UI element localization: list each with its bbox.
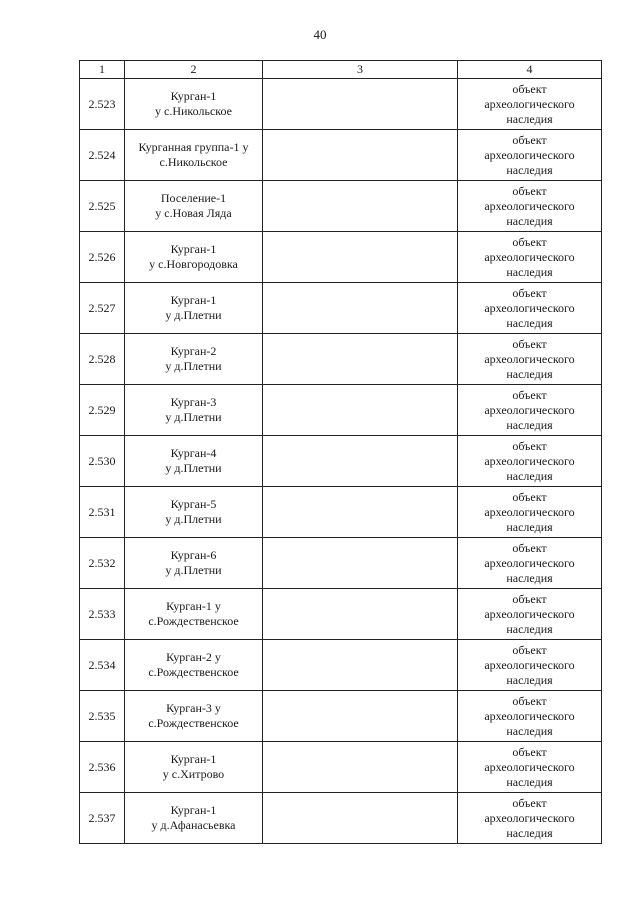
object-name-line: у с.Хитрово [162, 767, 225, 781]
category-line: объект [512, 591, 547, 606]
object-name-line: с.Рождественское [148, 614, 239, 628]
object-name-line: Курган-5 [170, 497, 217, 511]
category-cell [458, 589, 602, 640]
category-line: археологического [484, 402, 575, 417]
category-line: наследия [506, 213, 553, 228]
category-line: археологического [484, 504, 575, 519]
object-name-line: с.Рождественское [148, 716, 239, 730]
column-3-cell [263, 232, 458, 283]
table-body [80, 79, 602, 844]
category-line: наследия [506, 315, 553, 330]
row-number: 2.526 [80, 232, 125, 283]
object-name-line: у д.Плетни [165, 563, 222, 577]
table-row [80, 334, 602, 385]
row-number: 2.523 [80, 79, 125, 130]
category-cell [458, 538, 602, 589]
table-row [80, 589, 602, 640]
object-name-cell [125, 130, 263, 181]
row-number: 2.527 [80, 283, 125, 334]
table-row [80, 283, 602, 334]
object-name-cell [125, 487, 263, 538]
category-line: объект [512, 132, 547, 147]
object-name-line: у д.Плетни [165, 359, 222, 373]
category-line: объект [512, 795, 547, 810]
category-line: объект [512, 642, 547, 657]
object-name-cell [125, 691, 263, 742]
object-name-cell [125, 385, 263, 436]
category-line: наследия [506, 774, 553, 789]
object-name-line: Курган-1 [170, 752, 217, 766]
object-name-cell [125, 640, 263, 691]
column-3-cell [263, 640, 458, 691]
object-name-cell [125, 334, 263, 385]
table-row [80, 487, 602, 538]
object-name-line: Курган-2 [170, 344, 217, 358]
object-name-line: Курган-3 у [166, 701, 221, 715]
category-line: археологического [484, 453, 575, 468]
category-cell [458, 334, 602, 385]
column-3-cell [263, 436, 458, 487]
category-line: наследия [506, 519, 553, 534]
row-number: 2.524 [80, 130, 125, 181]
category-line: объект [512, 234, 547, 249]
column-header-2: 2 [125, 61, 263, 79]
category-cell [458, 283, 602, 334]
row-number: 2.528 [80, 334, 125, 385]
column-header-1: 1 [80, 61, 125, 79]
column-3-cell [263, 487, 458, 538]
object-name-cell [125, 181, 263, 232]
table-row [80, 436, 602, 487]
category-line: археологического [484, 96, 575, 111]
category-cell [458, 130, 602, 181]
table-row [80, 691, 602, 742]
category-line: наследия [506, 417, 553, 432]
object-name-cell [125, 589, 263, 640]
category-line: объект [512, 81, 547, 96]
table-row [80, 538, 602, 589]
category-line: наследия [506, 162, 553, 177]
object-name-line: у д.Плетни [165, 308, 222, 322]
row-number: 2.532 [80, 538, 125, 589]
category-line: объект [512, 438, 547, 453]
column-3-cell [263, 130, 458, 181]
object-name-line: у д.Плетни [165, 512, 222, 526]
category-line: объект [512, 183, 547, 198]
object-name-line: Курган-1 [170, 803, 217, 817]
row-number: 2.525 [80, 181, 125, 232]
table-row [80, 79, 602, 130]
table-row [80, 793, 602, 844]
category-line: наследия [506, 468, 553, 483]
object-name-cell [125, 79, 263, 130]
category-line: объект [512, 285, 547, 300]
row-number: 2.531 [80, 487, 125, 538]
row-number: 2.535 [80, 691, 125, 742]
column-header-3: 3 [263, 61, 458, 79]
object-name-line: у д.Плетни [165, 461, 222, 475]
object-name-line: у с.Новгородовка [149, 257, 238, 271]
category-cell [458, 181, 602, 232]
page-number: 40 [313, 27, 327, 42]
column-3-cell [263, 742, 458, 793]
column-3-cell [263, 385, 458, 436]
object-name-cell [125, 283, 263, 334]
table-row [80, 232, 602, 283]
category-cell [458, 385, 602, 436]
row-number: 2.529 [80, 385, 125, 436]
object-name-line: у д.Плетни [165, 410, 222, 424]
category-cell [458, 232, 602, 283]
table-header [80, 61, 602, 79]
table-row [80, 385, 602, 436]
table-row [80, 640, 602, 691]
category-line: археологического [484, 249, 575, 264]
category-line: археологического [484, 606, 575, 621]
category-line: наследия [506, 621, 553, 636]
category-line: объект [512, 744, 547, 759]
object-name-line: Поселение-1 [160, 191, 227, 205]
object-name-line: Курган-1 у [166, 599, 221, 613]
category-line: археологического [484, 351, 575, 366]
category-line: археологического [484, 300, 575, 315]
column-header-4: 4 [458, 61, 602, 79]
object-name-line: у д.Афанасьевка [151, 818, 236, 832]
category-cell [458, 691, 602, 742]
category-line: объект [512, 387, 547, 402]
column-3-cell [263, 691, 458, 742]
category-line: объект [512, 540, 547, 555]
category-cell [458, 436, 602, 487]
object-name-line: у с.Новая Ляда [155, 206, 232, 220]
table-row [80, 130, 602, 181]
object-name-line: Курган-1 [170, 293, 217, 307]
category-line: наследия [506, 111, 553, 126]
object-name-line: Курганная группа-1 у [138, 140, 249, 154]
category-line: объект [512, 489, 547, 504]
category-cell [458, 79, 602, 130]
category-line: археологического [484, 708, 575, 723]
column-3-cell [263, 793, 458, 844]
object-name-line: Курган-6 [170, 548, 217, 562]
column-3-cell [263, 334, 458, 385]
category-cell [458, 640, 602, 691]
category-line: наследия [506, 264, 553, 279]
object-name-line: у с.Никольское [155, 104, 232, 118]
column-3-cell [263, 283, 458, 334]
category-line: наследия [506, 825, 553, 840]
column-3-cell [263, 181, 458, 232]
object-name-cell [125, 742, 263, 793]
object-name-line: с.Рождественское [148, 665, 239, 679]
category-line: наследия [506, 672, 553, 687]
category-line: археологического [484, 198, 575, 213]
category-line: археологического [484, 555, 575, 570]
category-line: объект [512, 693, 547, 708]
row-number: 2.530 [80, 436, 125, 487]
object-name-line: Курган-1 [170, 89, 217, 103]
object-name-line: Курган-1 [170, 242, 217, 256]
column-3-cell [263, 589, 458, 640]
row-number: 2.534 [80, 640, 125, 691]
category-cell [458, 742, 602, 793]
category-line: археологического [484, 810, 575, 825]
object-name-cell [125, 793, 263, 844]
object-name-cell [125, 436, 263, 487]
column-3-cell [263, 79, 458, 130]
row-number: 2.536 [80, 742, 125, 793]
object-name-cell [125, 538, 263, 589]
category-line: археологического [484, 147, 575, 162]
category-line: наследия [506, 366, 553, 381]
table-row [80, 181, 602, 232]
row-number: 2.537 [80, 793, 125, 844]
object-name-line: Курган-3 [170, 395, 217, 409]
object-name-cell [125, 232, 263, 283]
category-cell [458, 793, 602, 844]
table-row [80, 742, 602, 793]
category-line: наследия [506, 723, 553, 738]
category-line: археологического [484, 657, 575, 672]
heritage-registry-table [79, 60, 602, 844]
category-line: наследия [506, 570, 553, 585]
object-name-line: Курган-2 у [166, 650, 221, 664]
column-3-cell [263, 538, 458, 589]
category-line: объект [512, 336, 547, 351]
object-name-line: с.Никольское [159, 155, 228, 169]
row-number: 2.533 [80, 589, 125, 640]
category-line: археологического [484, 759, 575, 774]
object-name-line: Курган-4 [170, 446, 217, 460]
header-row [80, 61, 602, 79]
category-cell [458, 487, 602, 538]
